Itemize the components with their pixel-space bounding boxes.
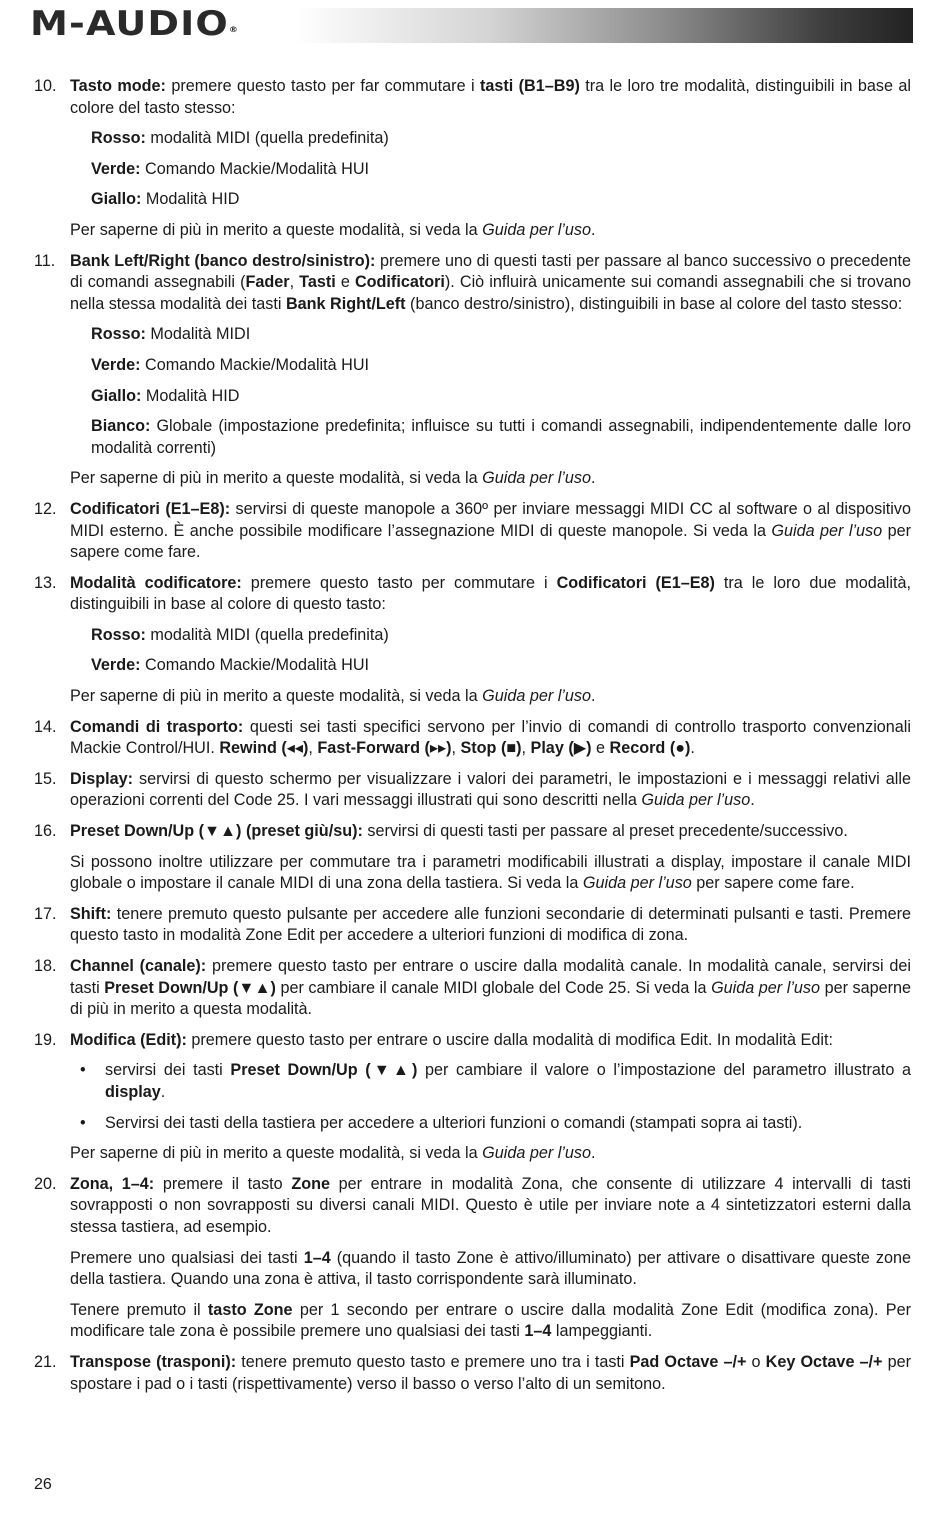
page-number: 26 — [34, 1476, 52, 1493]
text-run: , — [308, 739, 318, 758]
list-item — [34, 1030, 911, 1165]
text-run: per saperne di più in merito a questa modalità. — [70, 978, 912, 1019]
text-run: e — [335, 273, 355, 292]
bold-term: Stop (■) — [460, 739, 522, 758]
trademark-symbol: ® — [228, 25, 240, 34]
paragraph — [70, 956, 911, 1021]
text-run: per 1 secondo per entrare o uscire dalla modalità Zone Edit (modifica zona). Per modificare tale zona è possibile premere uno qualsiasi dei tasti — [70, 1300, 911, 1341]
text-run: , — [289, 273, 300, 292]
bold-term: Zona, 1–4: — [70, 1174, 155, 1193]
item-number: 11. — [34, 251, 56, 270]
bold-term: Tasto mode: — [70, 77, 166, 95]
bold-term: Modalità codificatore: — [70, 573, 242, 592]
italic-reference: Guida per l’uso — [641, 791, 751, 810]
paragraph — [70, 76, 911, 119]
mode-color-line — [91, 655, 911, 677]
text-run: per spostare i pad o i tasti (rispettivamente) verso il basso o verso l’alto di un semitono. — [70, 1352, 911, 1393]
text-run: modalità MIDI (quella predefinita) — [145, 625, 389, 644]
text-run: premere questo tasto per entrare o uscire dalla modalità di modifica Edit. In modalità Edit: — [186, 1030, 833, 1049]
paragraph — [70, 717, 911, 760]
text-run: Tenere premuto il — [70, 1300, 208, 1319]
mode-color-line — [91, 355, 911, 377]
text-run: premere questo tasto per commutare i — [241, 573, 557, 592]
bold-term: Verde: — [91, 355, 141, 374]
item-number: 17. — [34, 904, 57, 923]
text-run: premere questo tasto per far commutare i — [165, 77, 480, 95]
mode-color-line — [91, 159, 911, 181]
text-run: . — [591, 687, 596, 706]
bold-term: Codificatori — [354, 273, 445, 292]
text-run: Per saperne di più in merito a queste modalità, si veda la — [70, 220, 483, 239]
item-number: 12. — [34, 499, 57, 518]
text-run: Per saperne di più in merito a queste modalità, si veda la — [70, 1144, 483, 1163]
bold-term: Codificatori (E1–E8): — [70, 499, 231, 518]
list-item — [34, 76, 911, 242]
text-run: Premere uno qualsiasi dei tasti — [70, 1248, 304, 1267]
paragraph — [70, 1174, 911, 1239]
list-item — [34, 956, 911, 1021]
item-number: 13. — [34, 573, 57, 592]
paragraph — [70, 220, 911, 242]
bold-term: Verde: — [91, 159, 141, 178]
text-run: servirsi di questo schermo per visualizzare i valori dei parametri, le impostazioni e i messaggi relativi alle operazioni correnti del Code 25. I vari messaggi illustrati qui sono descritti nella — [70, 769, 911, 810]
italic-reference: Guida per l’uso — [482, 469, 592, 488]
text-run: tenere premuto questo tasto e premere uno tra i tasti — [236, 1352, 630, 1371]
list-item — [34, 251, 911, 490]
text-run: premere il tasto — [154, 1174, 292, 1193]
bold-term: Channel (canale): — [70, 957, 207, 975]
paragraph — [70, 686, 911, 708]
item-number: 21. — [34, 1352, 57, 1371]
bold-term: Record (●) — [609, 739, 691, 758]
paragraph — [70, 1352, 911, 1395]
item-number: 15. — [34, 769, 57, 788]
text-run: per sapere come fare. — [691, 874, 855, 893]
bold-term: Rosso: — [91, 325, 146, 344]
italic-reference: Guida per l’uso — [582, 874, 692, 893]
text-run: . — [690, 739, 695, 758]
text-run: , — [521, 739, 531, 758]
text-run: per entrare in modalità Zona, che consente di utilizzare 4 intervalli di tasti sovrapposti o non sovrapposti su diversi canali MIDI. Questo è utile per inviare note a 4 sintetizzatori esterni dalla stessa tastiera, ad esempio. — [70, 1174, 912, 1236]
item-number: 14. — [34, 717, 57, 736]
paragraph — [70, 1300, 911, 1343]
bold-term: Display: — [70, 769, 133, 788]
text-run: modalità MIDI (quella predefinita) — [145, 129, 389, 148]
m-audio-logo — [30, 4, 239, 44]
item-number: 19. — [34, 1030, 57, 1049]
paragraph — [70, 1030, 911, 1052]
text-run: o — [746, 1352, 766, 1371]
list-item — [34, 499, 911, 564]
text-run: per sapere come fare. — [70, 521, 911, 562]
text-run: . — [591, 1144, 596, 1163]
bold-term: Transpose (trasponi): — [70, 1352, 237, 1371]
item-number: 18. — [34, 957, 57, 975]
item-number: 20. — [34, 1174, 57, 1193]
text-run: Modalità HID — [141, 190, 240, 209]
bullet-list — [70, 1060, 911, 1134]
paragraph — [70, 499, 911, 564]
bold-term: Preset Down/Up (▼▲) — [104, 978, 276, 997]
bold-term: Shift: — [70, 904, 112, 923]
italic-reference: Guida per l’uso — [482, 1144, 592, 1163]
italic-reference: Guida per l’uso — [482, 220, 592, 239]
bold-term: Comandi di trasporto: — [70, 717, 244, 736]
text-run: tenere premuto questo pulsante per accedere alle funzioni secondarie di determinati pulsanti e tasti. Premere questo tasto in modalità Zone Edit per accedere a ulteriori funzioni di modifica di zona. — [70, 904, 911, 945]
text-run: , — [451, 739, 461, 758]
bold-term: Play (▶) — [530, 739, 592, 758]
list-item — [34, 573, 911, 708]
bullet-icon: • — [80, 1061, 86, 1080]
list-item — [34, 1174, 911, 1343]
bold-term: Zone — [291, 1174, 330, 1193]
text-run: . — [160, 1082, 166, 1101]
italic-reference: Guida per l’uso — [771, 521, 883, 540]
bold-term: 1–4 — [524, 1322, 552, 1341]
text-run: lampeggianti. — [551, 1322, 653, 1341]
bold-term: Pad Octave –/+ — [629, 1352, 747, 1371]
text-run: (quando il tasto Zone è attivo/illuminato) per attivare o disattivare queste zone della tastiera. Quando una zona è attiva, il tasto corrispondente sarà illuminato. — [70, 1248, 911, 1289]
bold-term: Rosso: — [91, 129, 146, 148]
text-run: Comando Mackie/Modalità HUI — [140, 355, 370, 374]
text-run: Per saperne di più in merito a queste modalità, si veda la — [70, 469, 483, 488]
bold-term: 1–4 — [303, 1248, 331, 1267]
paragraph — [70, 468, 911, 490]
bullet-item — [70, 1060, 911, 1103]
bold-term: Codificatori (E1–E8) — [556, 573, 715, 592]
mode-color-line — [91, 324, 911, 346]
paragraph — [70, 769, 911, 812]
paragraph — [70, 251, 911, 316]
text-run: Per saperne di più in merito a queste modalità, si veda la — [70, 687, 483, 706]
bold-term: Fader — [245, 273, 290, 292]
bold-term: Bianco: — [91, 417, 151, 436]
list-item — [34, 769, 911, 812]
bold-term: Tasti — [299, 273, 336, 292]
text-run: Comando Mackie/Modalità HUI — [140, 656, 370, 675]
bold-term: display — [105, 1082, 161, 1101]
bullet-item — [70, 1113, 911, 1135]
bold-term: Rosso: — [91, 625, 146, 644]
bold-term: Bank Right/Left — [285, 294, 406, 313]
text-run: questi sei tasti specifici servono per l’invio di comandi di controllo trasporto convenzionali Mackie Control/HUI. — [70, 717, 911, 758]
text-run: Si possono inoltre utilizzare per commutare tra i parametri modificabili illustrati a display, impostare il canale MIDI globale o impostare il canale MIDI di una zona della tastiera. Si veda la — [70, 852, 911, 893]
paragraph — [70, 852, 911, 895]
bullet-icon: • — [80, 1113, 86, 1132]
text-run: (banco destro/sinistro), distinguibili in base al colore del tasto stesso: — [405, 294, 903, 313]
text-run: per cambiare il valore o l’impostazione del parametro illustrato a — [417, 1061, 911, 1080]
bold-term: tasti (B1–B9) — [479, 77, 580, 95]
paragraph — [70, 821, 911, 843]
bold-term: Key Octave –/+ — [765, 1352, 883, 1371]
text-run: servirsi dei tasti — [105, 1061, 231, 1080]
mode-color-line — [91, 625, 911, 647]
text-run: tra le loro due modalità, distinguibili in base al colore di questo tasto: — [70, 573, 911, 614]
text-run: servirsi di questi tasti per passare al preset precedente/successivo. — [362, 822, 848, 841]
bold-term: Modifica (Edit): — [70, 1030, 187, 1049]
text-run: servirsi di queste manopole a 360º per inviare messaggi MIDI CC al software o al dispositivo MIDI esterno. È anche possibile modificare l’assegnazione MIDI di queste manopole. Si veda la — [70, 499, 911, 540]
bold-term: Fast-Forward (▸▸) — [317, 739, 452, 758]
list-item — [34, 717, 911, 760]
text-run: Modalità HID — [141, 386, 240, 405]
text-run: Modalità MIDI — [145, 325, 251, 344]
italic-reference: Guida per l’uso — [711, 978, 821, 997]
mode-color-line — [91, 128, 911, 150]
paragraph — [70, 1248, 911, 1291]
bold-term: Rewind (◂◂) — [219, 739, 309, 758]
mode-color-line — [91, 189, 911, 211]
mode-color-line — [91, 386, 911, 408]
text-run: ). Ciò influirà unicamente sui comandi assegnabili che si trovano nella stessa modalità dei tasti — [70, 273, 911, 313]
item-number: 10. — [34, 77, 57, 95]
text-run: Servirsi dei tasti della tastiera per accedere a ulteriori funzioni o comandi (stampati sopra ai tasti). — [105, 1113, 803, 1132]
text-run: . — [750, 791, 755, 810]
bold-term: Preset Down/Up (▼▲) (preset giù/su): — [70, 822, 363, 841]
bold-term: Verde: — [91, 656, 141, 675]
text-run: e — [591, 739, 610, 758]
item-number: 16. — [34, 822, 57, 841]
bold-term: Preset Down/Up (▼▲) — [230, 1061, 418, 1080]
bold-term: tasto Zone — [207, 1300, 293, 1319]
text-run: premere questo tasto per entrare o uscire dalla modalità canale. In modalità canale, servirsi dei tasti — [70, 957, 911, 997]
text-run: Comando Mackie/Modalità HUI — [140, 159, 370, 178]
bold-term: Bank Left/Right (banco destro/sinistro): — [70, 251, 376, 270]
bold-term: Giallo: — [91, 386, 142, 405]
manual-content — [34, 76, 911, 1404]
italic-reference: Guida per l’uso — [482, 687, 592, 706]
paragraph — [70, 573, 911, 616]
paragraph — [70, 904, 911, 947]
text-run: premere uno di questi tasti per passare al banco successivo o precedente di comandi assegnabili ( — [70, 251, 911, 292]
text-run: Globale (impostazione predefinita; influisce su tutti i comandi assegnabili, indipendentemente dalle loro modalità correnti) — [91, 417, 911, 457]
paragraph — [70, 1143, 911, 1165]
text-run: tra le loro tre modalità, distinguibili in base al colore del tasto stesso: — [70, 77, 912, 117]
list-item — [34, 1352, 911, 1395]
text-run: . — [591, 220, 596, 239]
mode-color-line — [91, 416, 911, 459]
list-item — [34, 904, 911, 947]
logo-text: M-AUDIO — [30, 4, 229, 44]
bold-term: Giallo: — [91, 190, 142, 209]
list-item — [34, 821, 911, 895]
text-run: per cambiare il canale MIDI globale del Code 25. Si veda la — [275, 978, 712, 997]
text-run: . — [591, 469, 596, 488]
